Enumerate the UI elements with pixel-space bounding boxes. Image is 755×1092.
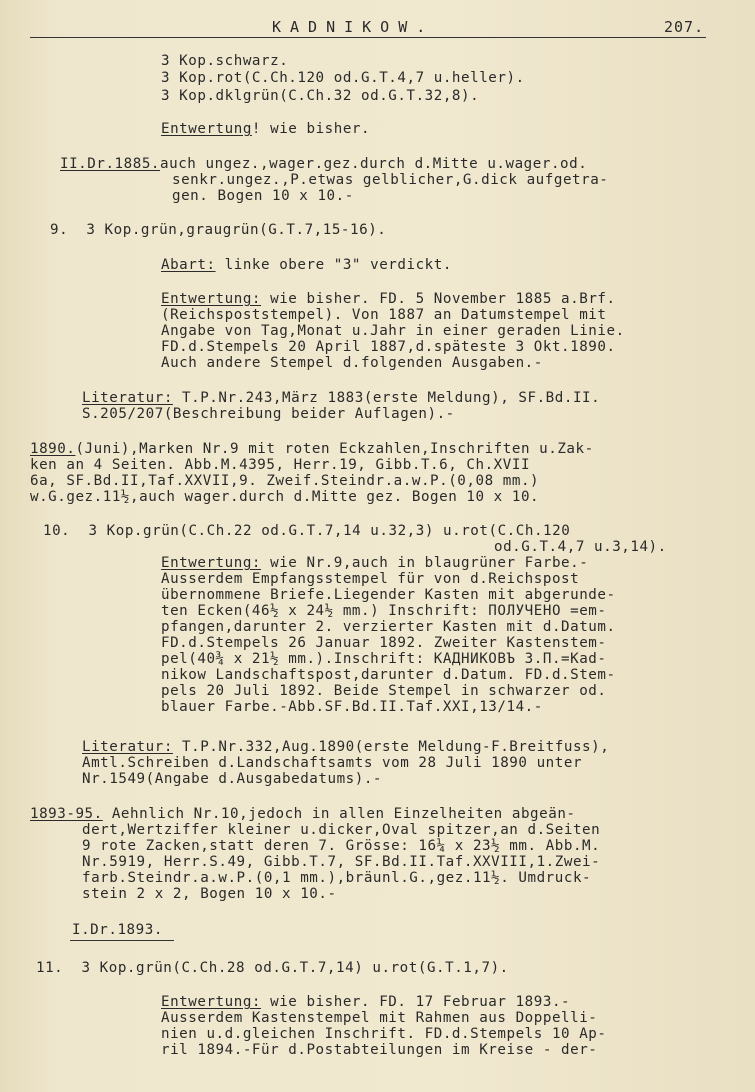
text-line: 10. 3 Kop.grün(C.Ch.22 od.G.T.7,14 u.32,3) u.rot(C.Ch.120 bbox=[43, 523, 571, 539]
text-line: II.Dr.1885.auch ungez.,wager.gez.durch d.Mitte u.wager.od. bbox=[60, 156, 588, 172]
text-line: pel(40¾ x 21½ mm.).Inschrift: КАДНИКОВЪ З.П.=Kad- bbox=[161, 651, 607, 667]
text-line: S.205/207(Beschreibung beider Auflagen).- bbox=[82, 406, 455, 422]
page-header bbox=[0, 18, 755, 40]
text-line: FD.d.Stempels 20 April 1887,d.späteste 3 Okt.1890. bbox=[161, 339, 616, 355]
text-line: 9. 3 Kop.grün,graugrün(G.T.7,15-16). bbox=[50, 222, 387, 238]
text-line: Nr.5919, Herr.S.49, Gibb.T.7, SF.Bd.II.Taf.XXVIII,1.Zwei- bbox=[82, 854, 601, 870]
underlined-lead: Abart: bbox=[161, 257, 216, 273]
text-line: 9 rote Zacken,statt deren 7. Grösse: 16¼ x 23½ mm. Abb.M. bbox=[82, 838, 601, 854]
underlined-lead: II.Dr.1885. bbox=[60, 156, 161, 172]
text-line: Auch andere Stempel d.folgenden Ausgaben.- bbox=[161, 355, 543, 371]
text-line: od.G.T.4,7 u.3,14). bbox=[494, 539, 667, 555]
text-line: stein 2 x 2, Bogen 10 x 10.- bbox=[82, 886, 337, 902]
text-line: nien u.d.gleichen Inschrift. FD.d.Stempels 10 Ap- bbox=[161, 1026, 607, 1042]
text-line: übernommene Briefe.Liegender Kasten mit abgerunde- bbox=[161, 587, 616, 603]
text-line: 6a, SF.Bd.II,Taf.XXVII,9. Zweif.Steindr.a.w.P.(0,08 mm.) bbox=[30, 473, 540, 489]
text-line: Amtl.Schreiben d.Landschaftsamts vom 28 Juli 1890 unter bbox=[82, 755, 583, 771]
text-line: (Reichspoststempel). Von 1887 an Datumstempel mit bbox=[161, 307, 607, 323]
page-title: KADNIKOW. bbox=[272, 18, 435, 36]
text-line: 3 Kop.rot(C.Ch.120 od.G.T.4,7 u.heller). bbox=[161, 70, 525, 86]
text-line: dert,Wertziffer kleiner u.dicker,Oval spitzer,an d.Seiten bbox=[82, 822, 601, 838]
text-line: Ausserdem Empfangsstempel für von d.Reichspost bbox=[161, 571, 580, 587]
text-line: 1893-95. Aehnlich Nr.10,jedoch in allen Einzelheiten abgeän- bbox=[30, 806, 576, 822]
underlined-lead: Entwertung bbox=[161, 121, 252, 137]
section-rule bbox=[70, 940, 174, 941]
text-line: gen. Bogen 10 x 10.- bbox=[172, 188, 354, 204]
text-line: blauer Farbe.-Abb.SF.Bd.II.Taf.XXI,13/14.- bbox=[161, 699, 543, 715]
text-line: Entwertung: wie bisher. FD. 5 November 1885 a.Brf. bbox=[161, 291, 616, 307]
page-number: 207. bbox=[664, 18, 705, 36]
text-line: FD.d.Stempels 26 Januar 1892. Zweiter Kastenstem- bbox=[161, 635, 607, 651]
text-line: Entwertung: wie bisher. FD. 17 Februar 1893.- bbox=[161, 994, 571, 1010]
underlined-lead: 1890. bbox=[30, 441, 76, 457]
text-line: pfangen,darunter 2. verzierter Kasten mit d.Datum. bbox=[161, 619, 616, 635]
text-line: nikow Landschaftspost,darunter d.Datum. FD.d.Stem- bbox=[161, 667, 616, 683]
text-line: Literatur: T.P.Nr.332,Aug.1890(erste Meldung-F.Breitfuss), bbox=[82, 739, 610, 755]
text-line: I.Dr.1893. bbox=[72, 922, 163, 938]
text-line: Angabe von Tag,Monat u.Jahr in einer geraden Linie. bbox=[161, 323, 625, 339]
text-line: ten Ecken(46½ x 24½ mm.) Inschrift: ПОЛУЧЕНО =em- bbox=[161, 603, 607, 619]
underlined-lead: Entwertung: bbox=[161, 555, 262, 571]
text-line: Nr.1549(Angabe d.Ausgabedatums).- bbox=[82, 771, 383, 787]
text-line: senkr.ungez.,P.etwas gelblicher,G.dick aufgetra- bbox=[172, 172, 609, 188]
underlined-lead: Literatur: bbox=[82, 390, 173, 406]
text-line: Abart: linke obere "3" verdickt. bbox=[161, 257, 452, 273]
text-line: 3 Kop.dklgrün(C.Ch.32 od.G.T.32,8). bbox=[161, 88, 480, 104]
text-line: 11. 3 Kop.grün(C.Ch.28 od.G.T.7,14) u.rot(G.T.1,7). bbox=[36, 960, 509, 976]
underlined-lead: Entwertung: bbox=[161, 291, 262, 307]
text-line: 3 Kop.schwarz. bbox=[161, 53, 289, 69]
text-line: pels 20 Juli 1892. Beide Stempel in schwarzer od. bbox=[161, 683, 607, 699]
underlined-lead: Entwertung: bbox=[161, 994, 262, 1010]
text-line: farb.Steindr.a.w.P.(0,1 mm.),bräunl.G.,gez.11½. Umdruck- bbox=[82, 870, 592, 886]
text-line: w.G.gez.11½,auch wager.durch d.Mitte gez. Bogen 10 x 10. bbox=[30, 489, 540, 505]
text-line: ril 1894.-Für d.Postabteilungen im Kreise - der- bbox=[161, 1042, 598, 1058]
text-line: Entwertung! wie bisher. bbox=[161, 121, 371, 137]
header-rule bbox=[30, 37, 706, 38]
text-line: Literatur: T.P.Nr.243,März 1883(erste Meldung), SF.Bd.II. bbox=[82, 390, 601, 406]
underlined-lead: Literatur: bbox=[82, 739, 173, 755]
text-line: ken an 4 Seiten. Abb.M.4395, Herr.19, Gibb.T.6, Ch.XVII bbox=[30, 457, 531, 473]
text-line: Entwertung: wie Nr.9,auch in blaugrüner Farbe.- bbox=[161, 555, 589, 571]
text-line: Ausserdem Kastenstempel mit Rahmen aus Doppelli- bbox=[161, 1010, 598, 1026]
text-line: 1890.(Juni),Marken Nr.9 mit roten Eckzahlen,Inschriften u.Zak- bbox=[30, 441, 594, 457]
underlined-lead: 1893-95. bbox=[30, 806, 103, 822]
